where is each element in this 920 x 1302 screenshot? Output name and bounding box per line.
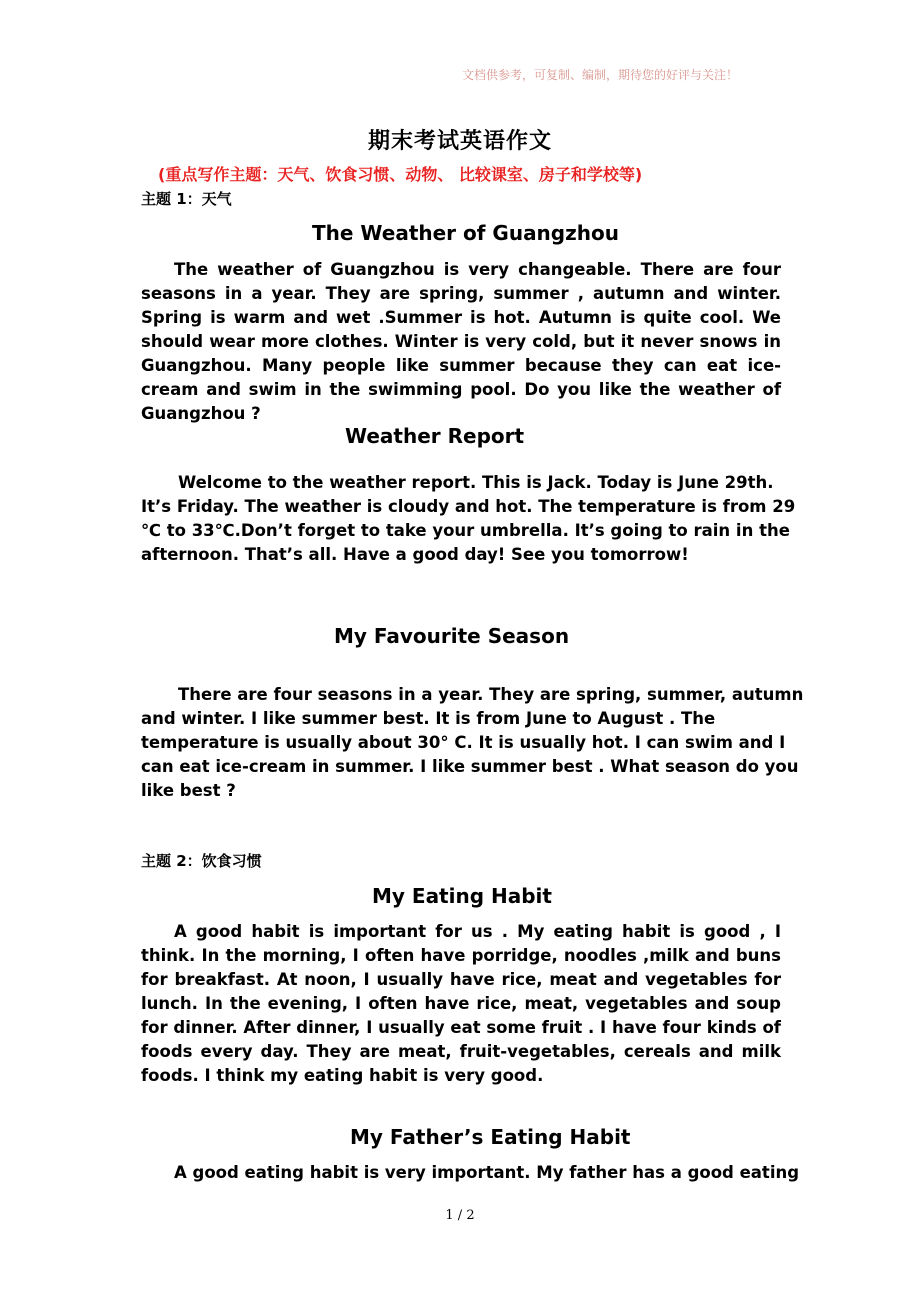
essay-line: can eat ice-cream in summer. I like summer best . What season do you	[141, 757, 799, 776]
essay-body-favourite-season	[141, 683, 804, 803]
essay-body-fathers-eating-habit	[141, 1161, 800, 1185]
essay-title-weather-report: Weather Report	[345, 424, 525, 448]
essay-text: A good habit is important for us . My eating habit is good , I think. In the morning, I often have porridge, noodles ,milk and buns for breakfast. At noon, I usually have rice, meat and vegetables for lunch. In the evening, I often have rice, meat, vegetables and soup for dinner. After dinner, I usually eat some fruit . I have four kinds of foods every day. They are meat, fruit-vegetables, cereals and milk foods. I think my eating habit is very good.	[141, 922, 781, 1085]
essay-title-fathers-eating-habit: My Father’s Eating Habit	[350, 1125, 631, 1149]
essay-line: and winter. I like summer best. It is from June to August . The	[141, 709, 716, 728]
essay-title-my-eating-habit: My Eating Habit	[372, 884, 552, 908]
essay-line: ℃ to 33℃.Don’t forget to take your umbrella. It’s going to rain in the	[141, 521, 790, 540]
essay-body-my-eating-habit	[141, 920, 781, 1088]
essay-text: The weather of Guangzhou is very changeable. There are four seasons in a year. They are spring, summer , autumn and winter. Spring is warm and wet .Summer is hot. Autumn is quite cool. We should wear more clothes. Winter is very cold, but it never snows in Guangzhou. Many people like summer because they can eat ice-cream and swim in the swimming pool. Do you like the weather of Guangzhou ?	[141, 260, 781, 423]
essay-body-weather-report	[141, 471, 796, 567]
topic-heading-1: 主题 1：天气	[141, 190, 232, 208]
topic-heading-2: 主题 2：饮食习惯	[141, 852, 262, 870]
essay-title-weather-guangzhou: The Weather of Guangzhou	[312, 221, 619, 245]
essay-line: There are four seasons in a year. They are spring, summer, autumn	[178, 685, 804, 704]
page-number: 1 / 2	[445, 1208, 475, 1223]
essay-line: Welcome to the weather report. This is Jack. Today is June 29th.	[178, 473, 774, 492]
essay-line: temperature is usually about 30° C. It is usually hot. I can swim and I	[141, 733, 786, 752]
subtitle-topics: (重点写作主题：天气、饮食习惯、动物、 比较课室、房子和学校等)	[158, 165, 643, 184]
essay-line: afternoon. That’s all. Have a good day! See you tomorrow!	[141, 545, 689, 564]
essay-body-weather-guangzhou	[141, 258, 781, 426]
watermark: 文档供参考，可复制、编制，期待您的好评与关注！	[462, 68, 739, 82]
essay-title-favourite-season: My Favourite Season	[334, 624, 570, 648]
essay-line: A good eating habit is very important. My father has a good eating	[174, 1163, 800, 1182]
page-title: 期末考试英语作文	[367, 129, 552, 154]
essay-line: It’s Friday. The weather is cloudy and hot. The temperature is from 29	[141, 497, 796, 516]
essay-line: like best ?	[141, 781, 236, 800]
